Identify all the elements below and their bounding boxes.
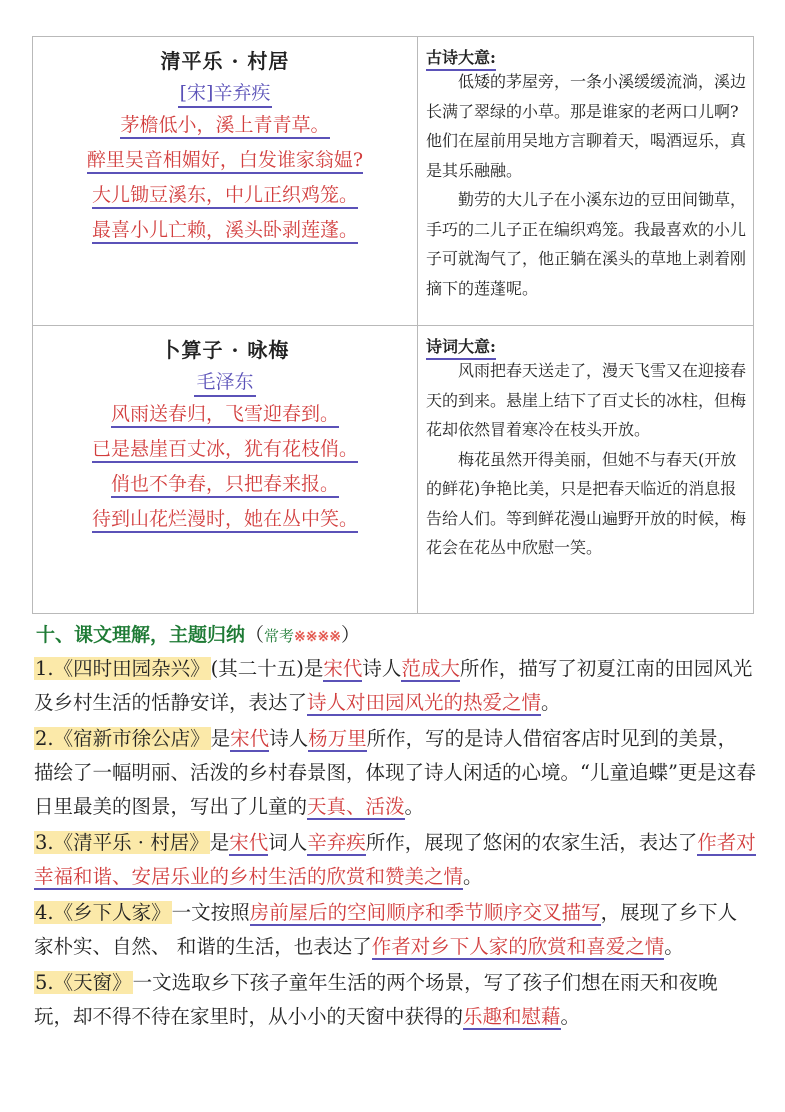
- poem-meaning-cell: [418, 326, 753, 614]
- item-title: 1.《四时田园杂兴》: [35, 657, 210, 680]
- summary-item: 1.《四时田园杂兴》(其二十五)是宋代诗人范成大所作，描写了初夏江南的田园风光及乡村生活的恬静安详，表达了诗人对田园风光的热爱之情。: [34, 657, 753, 714]
- poem-text-cell: [33, 326, 418, 614]
- poem-row-2: [33, 326, 753, 614]
- item-title: 4.《乡下人家》: [35, 901, 171, 924]
- summary-item: 3.《清平乐 · 村居》是宋代词人辛弃疾所作，展现了悠闲的农家生活，表达了作者对幸福和谐、安居乐业的乡村生活的欣赏和赞美之情。: [34, 831, 756, 888]
- meaning-paragraph: 勤劳的大儿子在小溪东边的豆田间锄草，手巧的二儿子正在编织鸡笼。我最喜欢的小儿子可就淘气了，他正躺在溪头的草地上剥着刚摘下的莲蓬呢。: [426, 190, 747, 298]
- meaning-text: [426, 356, 748, 563]
- item-title: 3.《清平乐 · 村居》: [35, 831, 209, 854]
- star-rating: ※※※※: [294, 629, 341, 645]
- poem-author: [宋]辛弃疾: [178, 78, 273, 108]
- poem-title: 清平乐 · 村居: [160, 49, 290, 73]
- meaning-paragraph: 风雨把春天送走了，漫天飞雪又在迎接春天的到来。悬崖上结下了百丈长的冰柱，但梅花却依然冒着寒冷在枝头开放。: [426, 361, 747, 439]
- summary-item: 2.《宿新市徐公店》是宋代诗人杨万里所作，写的是诗人借宿客店时见到的美景，描绘了一幅明丽、活泼的乡村春景图，体现了诗人闲适的心境。“儿童追蝶”更是这春日里最美的图景，写出了儿童的天真、活泼。: [34, 727, 756, 818]
- meaning-label: 古诗大意:: [426, 45, 496, 71]
- meaning-paragraph: 梅花虽然开得美丽，但她不与春天(开放的鲜花)争艳比美，只是把春天临近的消息报告给人们。等到鲜花漫山遍野开放的时候，梅花会在花丛中欣慰一笑。: [426, 449, 747, 557]
- poem-text-cell: [33, 37, 418, 325]
- poem-title: 卜算子 · 咏梅: [160, 338, 290, 362]
- item-title: 2.《宿新市徐公店》: [35, 727, 210, 750]
- poem-line: 醉里吴音相媚好，白发谁家翁媪?: [33, 145, 417, 178]
- poem-line: 最喜小儿亡赖，溪头卧剥莲蓬。: [33, 215, 417, 248]
- item-title: 5.《天窗》: [35, 971, 132, 994]
- frequency-tag: 常考: [264, 627, 295, 645]
- poem-line: 俏也不争春，只把春来报。: [33, 469, 417, 502]
- section-heading: 十、课文理解，主题归纳（常考※※※※）: [36, 624, 360, 646]
- summary-item: 5.《天窗》一文选取乡下孩子童年生活的两个场景，写了孩子们想在雨天和夜晚玩，却不得不待在家里时，从小小的天窗中获得的乐趣和慰藉。: [34, 971, 718, 1028]
- poem-row-1: [33, 37, 753, 326]
- summary-list: [34, 652, 756, 1036]
- poem-line: 风雨送春归，飞雪迎春到。: [33, 399, 417, 432]
- poem-line: 已是悬崖百丈冰，犹有花枝俏。: [33, 434, 417, 467]
- poem-author: 毛泽东: [194, 367, 255, 397]
- poem-table: [32, 36, 754, 614]
- summary-item: 4.《乡下人家》一文按照房前屋后的空间顺序和季节顺序交叉描写，展现了乡下人家朴实、自然、 和谐的生活，也表达了作者对乡下人家的欣赏和喜爱之情。: [34, 901, 738, 958]
- poem-line: 待到山花烂漫时，她在丛中笑。: [33, 504, 417, 537]
- meaning-label: 诗词大意:: [426, 334, 496, 360]
- poem-line: 大儿锄豆溪东，中儿正织鸡笼。: [33, 180, 417, 213]
- poem-line: 茅檐低小，溪上青青草。: [33, 110, 417, 143]
- poem-meaning-cell: [418, 37, 753, 325]
- section-title: 十、课文理解，主题归纳: [36, 624, 246, 646]
- meaning-text: [426, 67, 748, 303]
- meaning-paragraph: 低矮的茅屋旁，一条小溪缓缓流淌，溪边长满了翠绿的小草。那是谁家的老两口儿啊?他们在屋前用吴地方言聊着天，喝酒逗乐，真是其乐融融。: [426, 72, 747, 180]
